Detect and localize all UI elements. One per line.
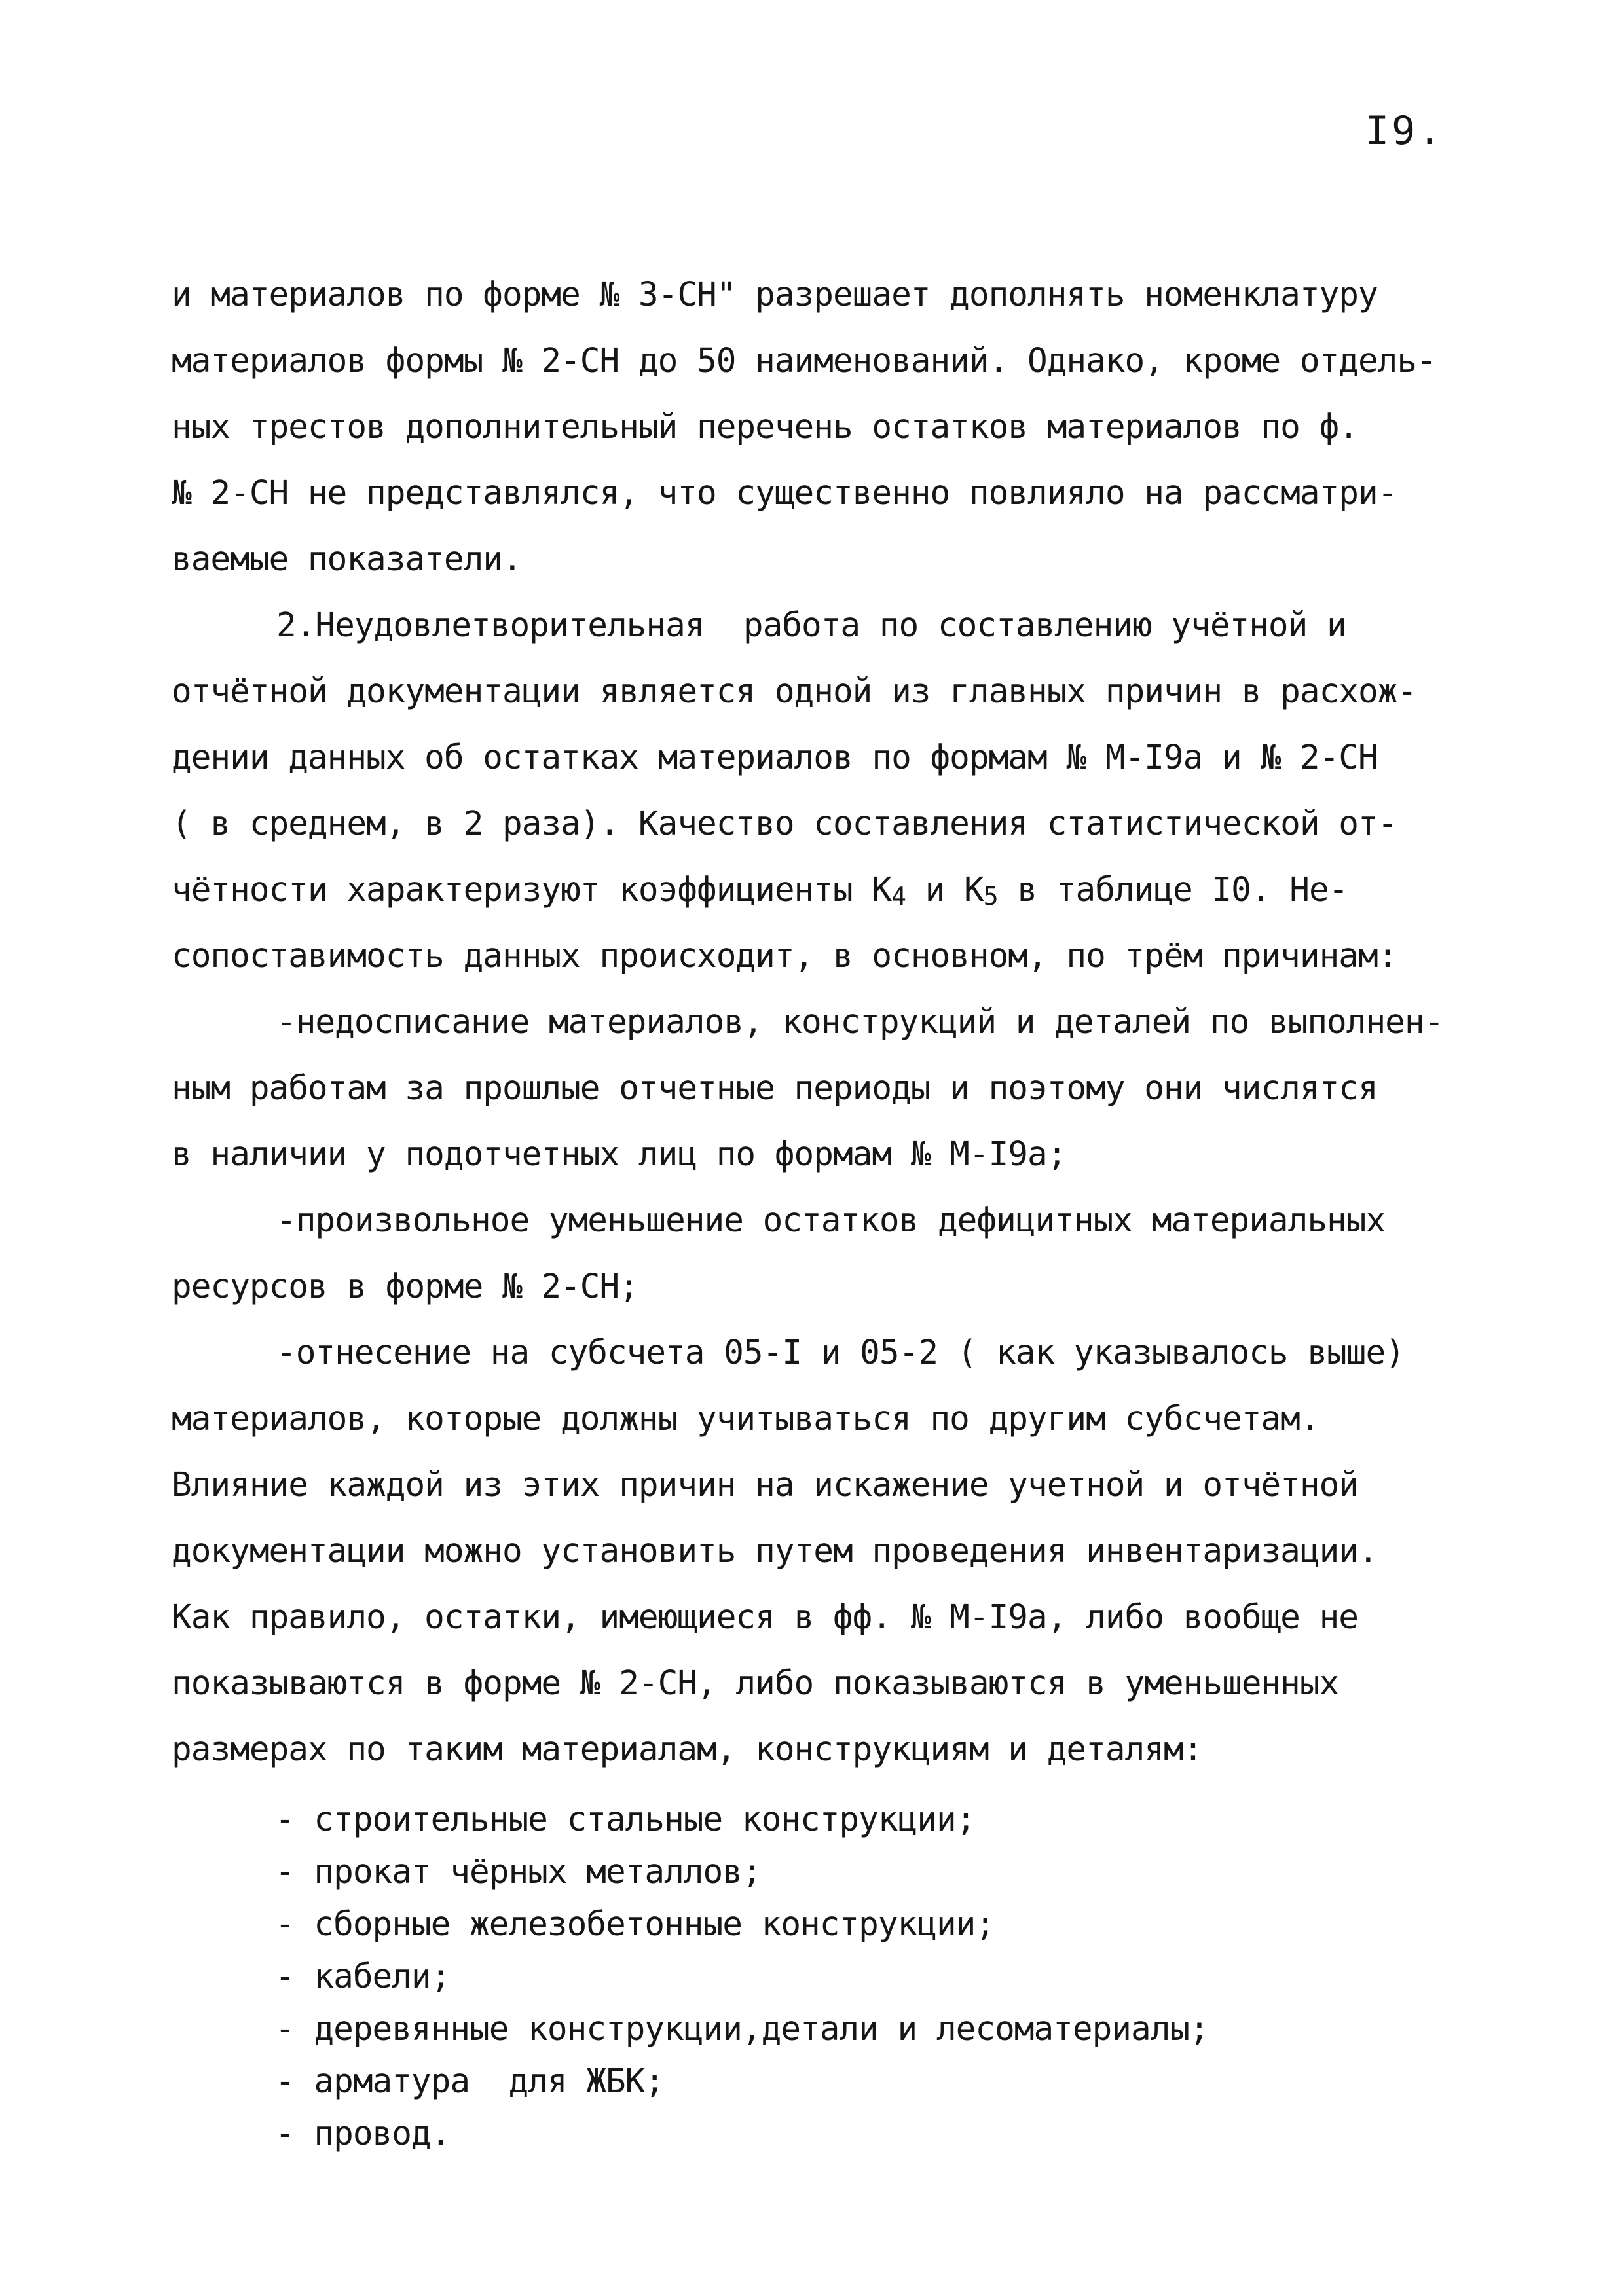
- list-item: - арматура для ЖБК;: [275, 2062, 665, 2101]
- text-line: показываются в форме № 2-СН, либо показываются в уменьшенных: [172, 1664, 1339, 1703]
- list-item: - деревянные конструкции,детали и лесоматериалы;: [275, 2010, 1209, 2049]
- text-line: 2.Неудовлетворительная работа по составлению учётной и: [276, 606, 1346, 645]
- text-fragment: в таблице I0. Не-: [997, 871, 1348, 909]
- text-line: дении данных об остатках материалов по формам № М-I9а и № 2-СН: [172, 738, 1378, 777]
- list-item: - кабели;: [275, 1958, 451, 1996]
- subscript: 4: [891, 882, 906, 911]
- coefficient-line: [172, 857, 1553, 923]
- text-line: материалов формы № 2-СН до 50 наименований. Однако, кроме отдель-: [172, 342, 1436, 380]
- text-line: и материалов по форме № 3-СН" разрешает дополнять номенклатуру: [172, 276, 1378, 314]
- materials-list: [275, 1794, 1209, 2160]
- text-line: отчётной документации является одной из главных причин в расхож-: [172, 672, 1417, 711]
- text-line: Как правило, остатки, имеющиеся в фф. № М-I9а, либо вообще не: [172, 1598, 1358, 1637]
- text-line: документации можно установить путем проведения инвентаризации.: [172, 1532, 1378, 1571]
- subscript: 5: [983, 882, 998, 911]
- text-line: ным работам за прошлые отчетные периоды и поэтому они числятся: [172, 1069, 1378, 1108]
- text-line: сопоставимость данных происходит, в основном, по трём причинам:: [172, 937, 1397, 975]
- text-line: материалов, которые должны учитываться по другим субсчетам.: [172, 1400, 1320, 1438]
- list-item: - сборные железобетонные конструкции;: [275, 1905, 995, 1944]
- body-text: [172, 262, 1553, 1783]
- text-line: № 2-СН не представлялся, что существенно повлияло на рассматри-: [172, 474, 1397, 513]
- list-item: - провод.: [275, 2115, 451, 2153]
- list-item: - прокат чёрных металлов;: [275, 1853, 762, 1891]
- list-item: - строительные стальные конструкции;: [275, 1800, 976, 1839]
- text-line: -недосписание материалов, конструкций и деталей по выполнен-: [276, 1003, 1444, 1042]
- text-line: в наличии у подотчетных лиц по формам № М-I9а;: [172, 1135, 1067, 1174]
- text-line: -отнесение на субсчета 05-I и 05-2 ( как указывалось выше): [276, 1334, 1405, 1372]
- text-line: Влияние каждой из этих причин на искажение учетной и отчётной: [172, 1466, 1358, 1504]
- text-line: ных трестов дополнительный перечень остатков материалов по ф.: [172, 408, 1358, 446]
- text-line: -произвольное уменьшение остатков дефицитных материальных: [276, 1201, 1386, 1240]
- text-fragment: чётности характеризуют коэффициенты К: [172, 871, 892, 909]
- text-line: ваемые показатели.: [172, 540, 522, 579]
- text-fragment: и К: [905, 871, 984, 909]
- text-line: ( в среднем, в 2 раза). Качество составления статистической от-: [172, 805, 1397, 843]
- text-line: размерах по таким материалам, конструкциям и деталям:: [172, 1730, 1203, 1769]
- page-number: I9.: [1365, 108, 1445, 154]
- text-line: ресурсов в форме № 2-СН;: [172, 1267, 638, 1306]
